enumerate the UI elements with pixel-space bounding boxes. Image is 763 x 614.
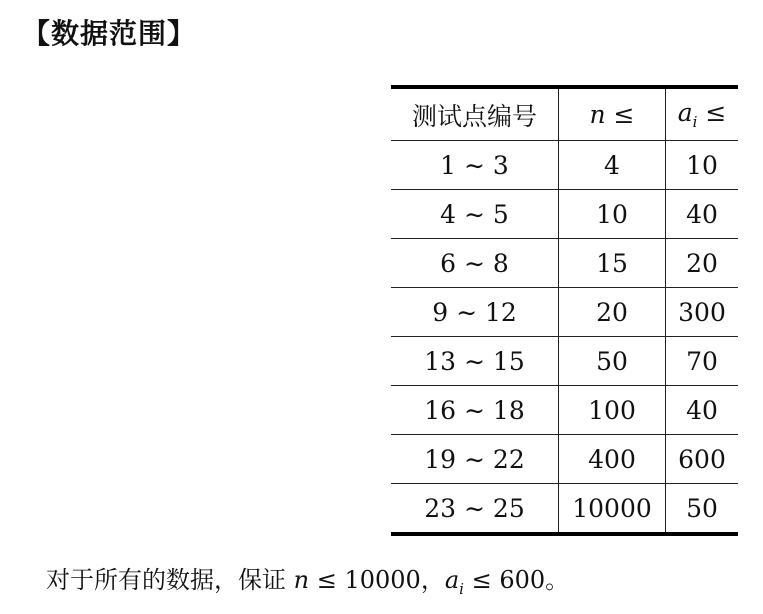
cell-a-limit: 10 [666,141,739,190]
note-a-bound: ≤ 600 [463,566,546,594]
cell-testcase-range: 1 ∼ 3 [391,141,559,190]
cell-a-limit: 600 [666,435,739,484]
cell-n-limit: 15 [559,239,666,288]
cell-testcase-range: 6 ∼ 8 [391,239,559,288]
table-row [391,239,738,288]
cell-n-limit: 20 [559,288,666,337]
cell-testcase-range: 9 ∼ 12 [391,288,559,337]
table-header-row [391,87,738,141]
header-a-limit [666,87,739,141]
cell-a-limit: 20 [666,239,739,288]
cell-testcase-range: 19 ∼ 22 [391,435,559,484]
note-a-var: a [444,566,460,594]
constraint-note [46,560,569,598]
table-row [391,337,738,386]
cell-testcase-range: 13 ∼ 15 [391,337,559,386]
header-a-op: ≤ [705,98,727,127]
cell-n-limit: 10 [559,190,666,239]
cell-n-limit: 50 [559,337,666,386]
data-range-table [391,85,738,536]
note-suffix: 。 [545,566,570,594]
table-row [391,141,738,190]
header-testcase: 测试点编号 [391,87,559,141]
cell-n-limit: 4 [559,141,666,190]
header-a-var: a [677,98,693,127]
cell-a-limit: 40 [666,386,739,435]
cell-testcase-range: 16 ∼ 18 [391,386,559,435]
table-row [391,386,738,435]
cell-a-limit: 300 [666,288,739,337]
note-n-var: n [293,566,310,594]
cell-n-limit: 100 [559,386,666,435]
note-prefix: 对于所有的数据，保证 [46,566,294,594]
header-n-op: ≤ [613,100,635,129]
table-row [391,190,738,239]
cell-a-limit: 40 [666,190,739,239]
cell-testcase-range: 4 ∼ 5 [391,190,559,239]
header-n-limit [559,87,666,141]
table-row [391,435,738,484]
cell-a-limit: 50 [666,484,739,535]
header-n-var: n [589,100,606,129]
section-heading: 【数据范围】 [22,17,197,50]
header-a-sub: i [692,113,698,131]
cell-testcase-range: 23 ∼ 25 [424,493,525,523]
cell-n-limit: 400 [559,435,666,484]
table-row [391,288,738,337]
cell-n-limit: 10000 [559,484,666,535]
note-a-sub: i [459,580,464,598]
table-row [391,484,738,535]
note-n-bound: ≤ 10000， [309,566,445,594]
cell-a-limit: 70 [666,337,739,386]
